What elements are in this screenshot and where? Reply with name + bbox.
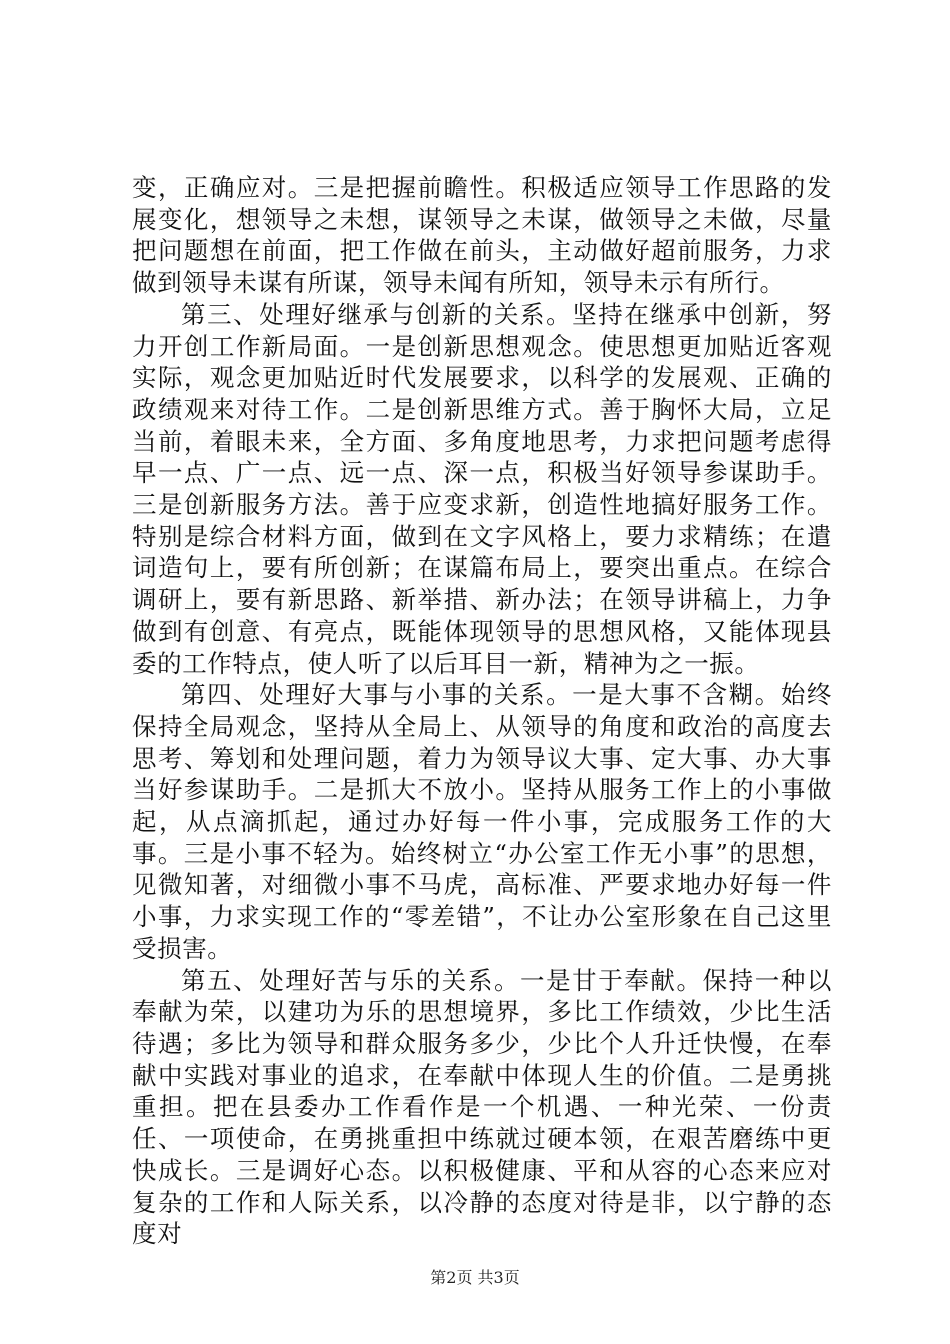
paragraph-continuation: 变，正确应对。三是把握前瞻性。积极适应领导工作思路的发展变化，想领导之未想，谋领导之未谋，做领导之未做，尽量把问题想在前面，把工作做在前头，主动做好超前服务，力求做到领导未谋有所谋，领导未闻有所知，领导未示有所行。 xyxy=(132,173,832,298)
page-footer xyxy=(0,1268,950,1288)
paragraph-section-three: 第三、处理好继承与创新的关系。坚持在继承中创新，努力开创工作新局面。一是创新思想观念。使思想更加贴近客观实际，观念更加贴近时代发展要求，以科学的发展观、正确的政绩观来对待工作。二是创新思维方式。善于胸怀大局，立足当前，着眼未来，全方面、多角度地思考，力求把问题考虑得早一点、广一点、远一点、深一点，积极当好领导参谋助手。三是创新服务方法。善于应变求新，创造性地搞好服务工作。特别是综合材料方面，做到在文字风格上，要力求精练；在遣词造句上，要有所创新；在谋篇布局上，要突出重点。在综合调研上，要有新思路、新举措、新办法；在领导讲稿上，力争做到有创意、有亮点，既能体现领导的思想风格，又能体现县委的工作特点，使人听了以后耳目一新，精神为之一振。 xyxy=(132,299,832,678)
page-number-indicator: 第2页 共3页 xyxy=(430,1268,520,1287)
paragraph-section-five: 第五、处理好苦与乐的关系。一是甘于奉献。保持一种以奉献为荣，以建功为乐的思想境界，多比工作绩效，少比生活待遇；多比为领导和群众服务多少，少比个人升迁快慢，在奉献中实践对事业的追求，在奉献中体现人生的价值。二是勇挑重担。把在县委办工作看作是一个机遇、一种光荣、一份责任、一项使命，在勇挑重担中练就过硬本领，在艰苦磨练中更快成长。三是调好心态。以积极健康、平和从容的心态来应对复杂的工作和人际关系，以冷静的态度对待是非，以宁静的态度对 xyxy=(132,965,832,1249)
document-body xyxy=(132,172,832,1250)
paragraph-section-four: 第四、处理好大事与小事的关系。一是大事不含糊。始终保持全局观念，坚持从全局上、从领导的角度和政治的高度去思考、筹划和处理问题，着力为领导议大事、定大事、办大事当好参谋助手。二是抓大不放小。坚持从服务工作上的小事做起，从点滴抓起，通过办好每一件小事，完成服务工作的大事。三是小事不轻为。始终树立“办公室工作无小事”的思想，见微知著，对细微小事不马虎，高标准、严要求地办好每一件小事，力求实现工作的“零差错”，不让办公室形象在自己这里受损害。 xyxy=(132,680,832,963)
